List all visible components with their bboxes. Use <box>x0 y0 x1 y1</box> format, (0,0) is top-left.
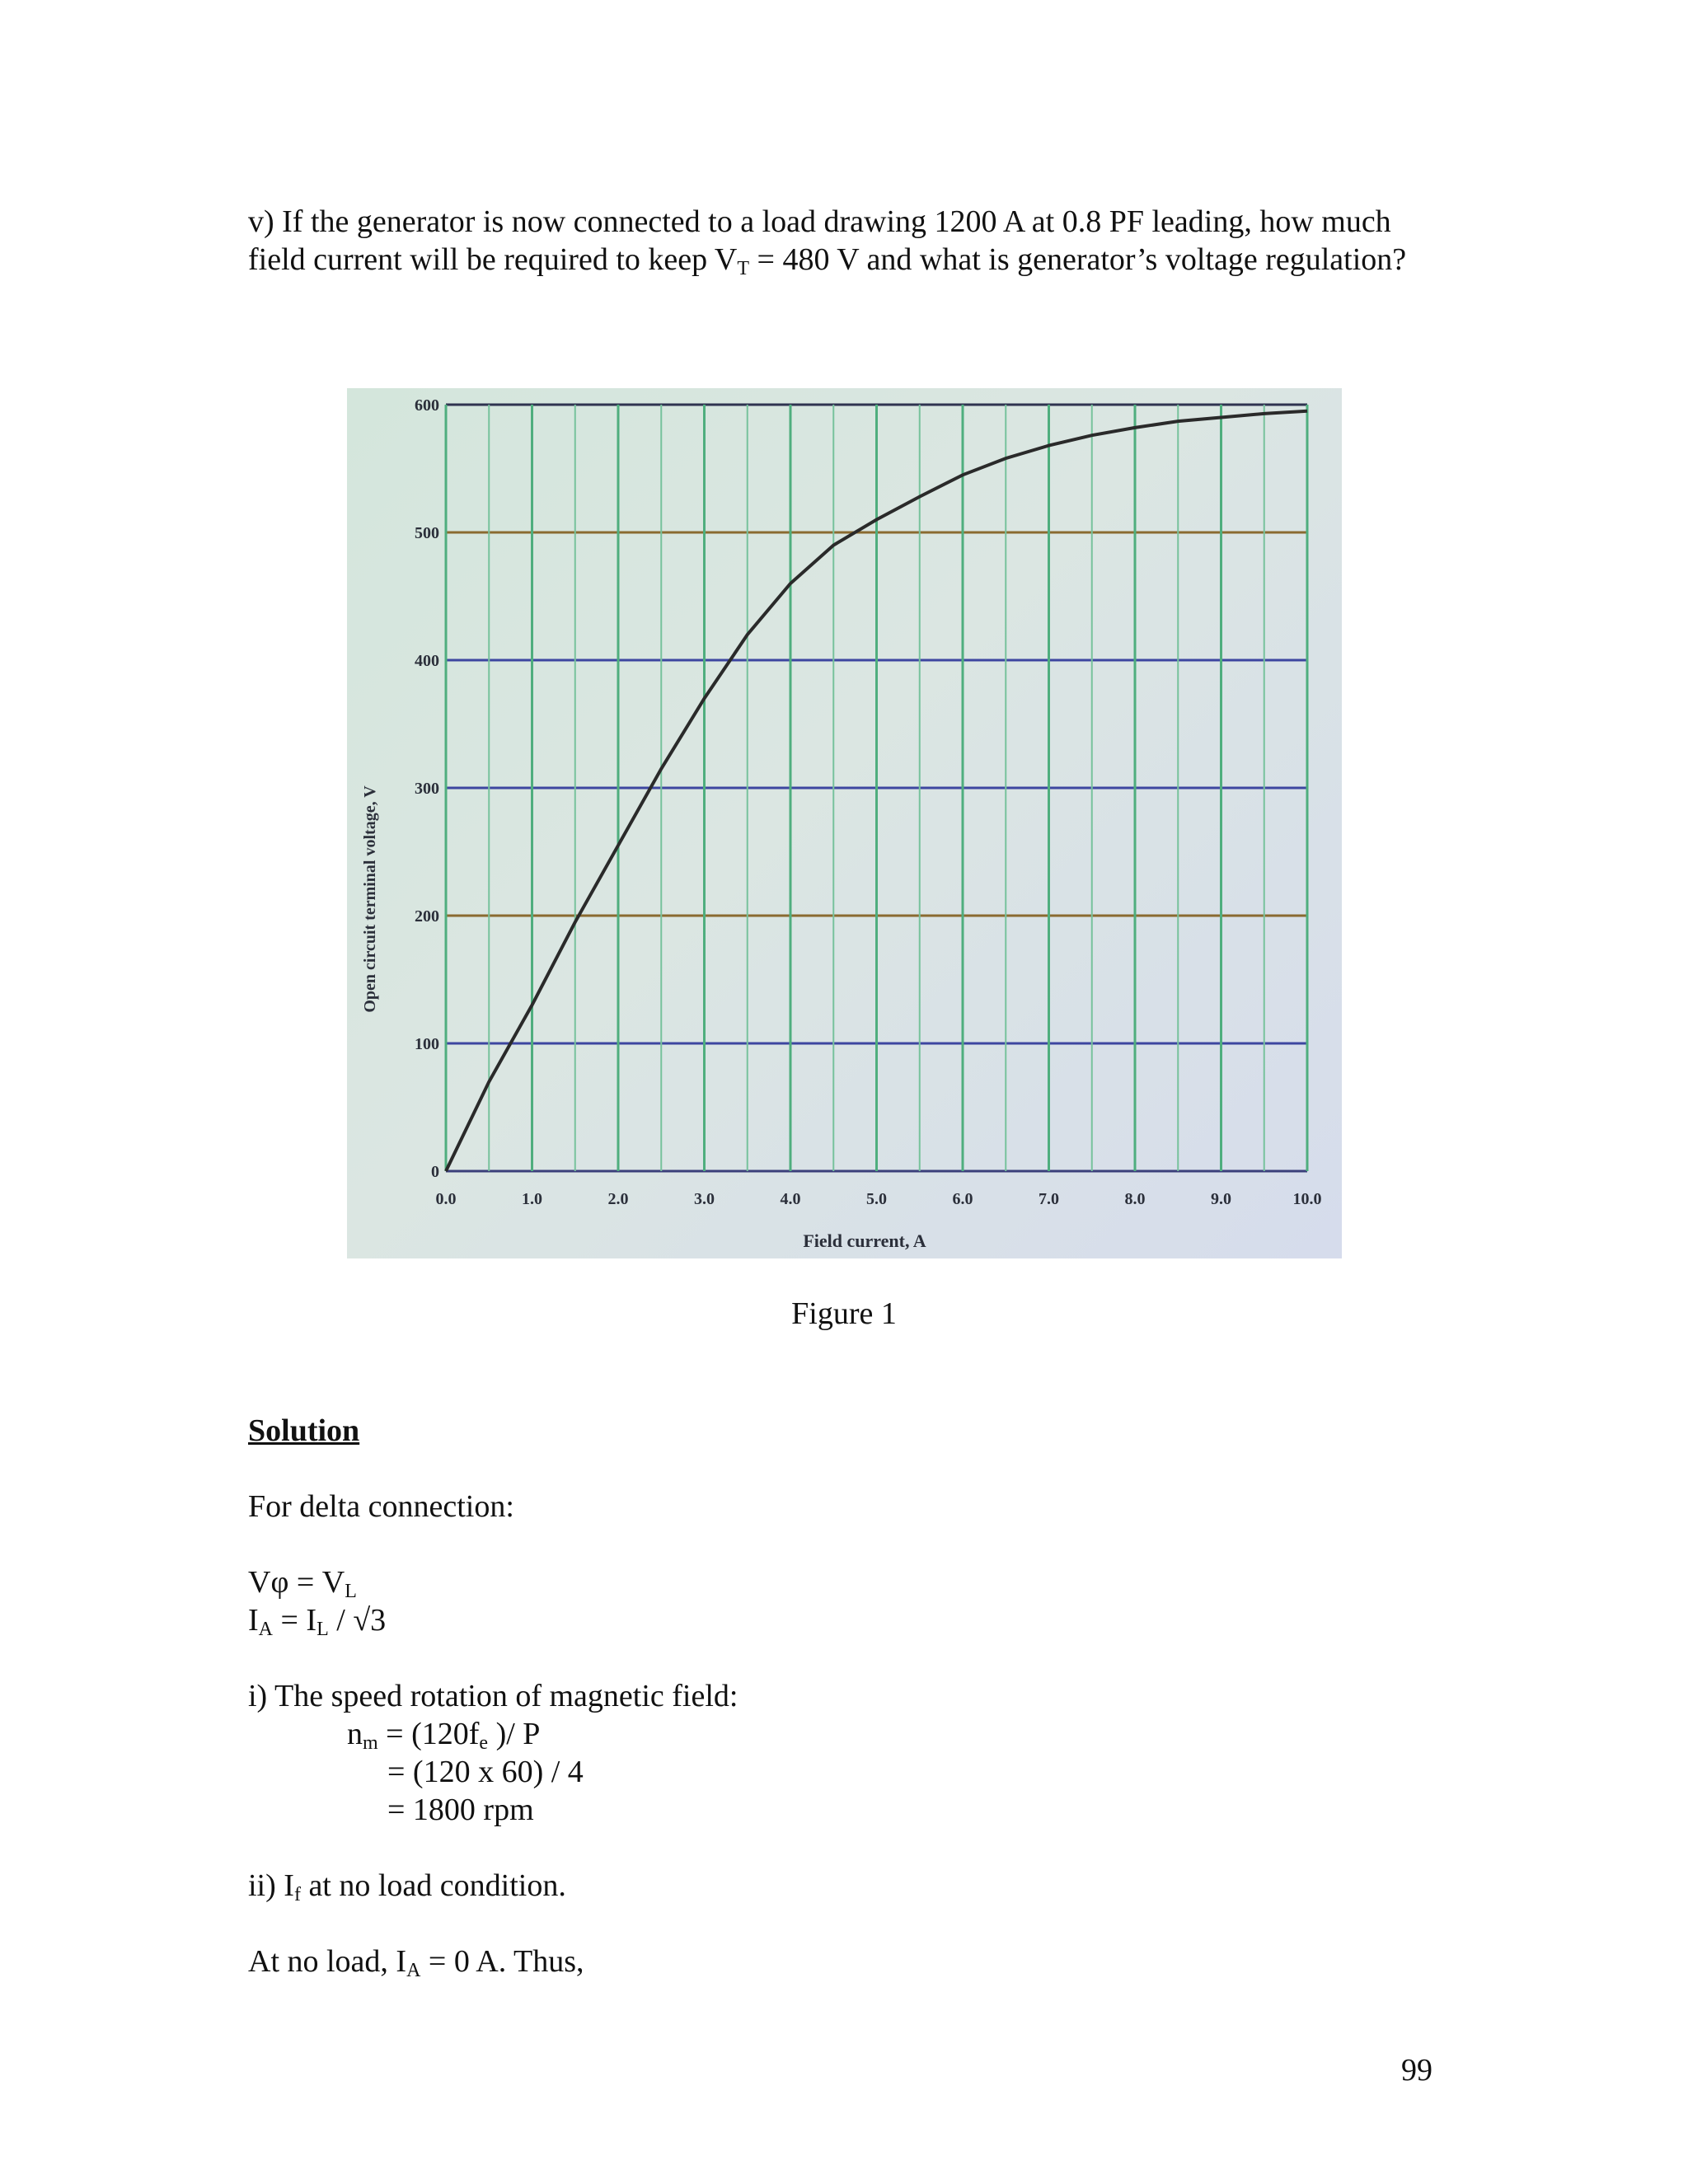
x-tick-label: 3.0 <box>694 1190 715 1208</box>
x-tick-label: 6.0 <box>952 1190 973 1208</box>
y-tick-label: 100 <box>415 1035 439 1053</box>
speed-substitution: = (120 x 60) / 4 <box>387 1755 584 1789</box>
no-load-statement: At no load, $I_A = 0$ A. Thus, <box>248 1944 584 1981</box>
y-tick-label: 300 <box>415 780 439 798</box>
speed-result: = 1800 rpm <box>387 1793 534 1827</box>
y-axis-label: Open circuit terminal voltage, V <box>361 785 379 1013</box>
x-tick-label: 9.0 <box>1211 1190 1231 1208</box>
delta-intro: For delta connection: <box>248 1489 514 1524</box>
y-tick-label: 500 <box>415 524 439 542</box>
y-tick-label: 0 <box>431 1163 439 1181</box>
figure-1 <box>347 388 1342 1258</box>
part-i-label: i) The speed rotation of magnetic field: <box>248 1679 738 1713</box>
solution-heading: Solution <box>248 1413 360 1448</box>
x-tick-label: 1.0 <box>522 1190 542 1208</box>
page-number: 99 <box>1401 2053 1432 2088</box>
equation-phase-voltage: $V\varphi = V_L$ <box>248 1565 357 1602</box>
part-ii-label: ii) $I_f$ at no load condition. <box>248 1868 566 1905</box>
question-text: v) If the generator is now connected to a load drawing 1200 A at 0.8 PF leading, how much field current will be required to keep $V_T = 480$ V and what is generator’s voltage regulation? <box>248 204 1407 279</box>
equation-armature-current: $I_A = I_L / √3$ <box>248 1603 387 1640</box>
x-axis-label: Field current, A <box>803 1230 926 1251</box>
ocv-chart <box>347 388 1342 1258</box>
x-tick-label: 4.0 <box>780 1190 801 1208</box>
x-tick-label: 5.0 <box>866 1190 887 1208</box>
x-tick-label: 8.0 <box>1124 1190 1146 1208</box>
x-tick-label: 0.0 <box>435 1190 457 1208</box>
y-tick-label: 600 <box>415 396 439 415</box>
speed-equation: $n_m = (120f_e$ )/ P <box>347 1717 541 1754</box>
x-tick-label: 7.0 <box>1039 1190 1059 1208</box>
y-tick-label: 200 <box>415 907 439 926</box>
figure-caption: Figure 1 <box>791 1296 897 1331</box>
y-tick-label: 400 <box>415 652 439 670</box>
x-tick-label: 2.0 <box>607 1190 629 1208</box>
x-tick-label: 10.0 <box>1292 1190 1322 1208</box>
